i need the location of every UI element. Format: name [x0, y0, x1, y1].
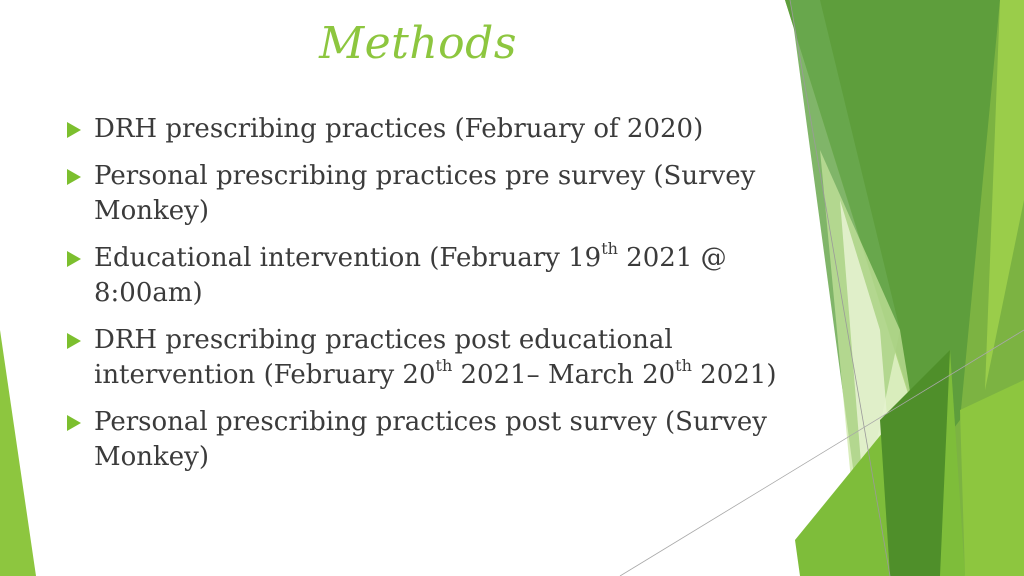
bullet-item — [64, 112, 784, 147]
bullet-text-part: 2021 @ 8:00am) — [94, 243, 727, 308]
bullet-text-part: 2021– March 20 — [452, 360, 676, 390]
bullet-text: Personal prescribing practices pre survey (Survey Monkey) — [94, 161, 756, 226]
bullet-item — [64, 241, 784, 311]
slide-title: Methods — [319, 18, 517, 69]
bullet-text-part: 2021) — [691, 360, 777, 390]
triangle-bullet-icon — [67, 251, 81, 267]
bullet-item — [64, 159, 784, 229]
bullet-item — [64, 405, 784, 475]
bullet-list — [64, 112, 784, 487]
triangle-bullet-icon — [67, 415, 81, 431]
bullet-text-part: Educational intervention (February 19 — [94, 243, 602, 273]
triangle-bullet-icon — [67, 169, 81, 185]
triangle-bullet-icon — [67, 122, 81, 138]
superscript: th — [601, 239, 618, 259]
superscript: th — [435, 356, 453, 376]
bullet-text: Personal prescribing practices post survey (Survey Monkey) — [94, 407, 767, 472]
triangle-bullet-icon — [67, 333, 81, 349]
superscript: th — [675, 356, 692, 376]
bullet-text-part: DRH prescribing practices post educational intervention (February 20 — [94, 325, 673, 390]
bullet-item — [64, 323, 784, 393]
bottom-right-bright — [960, 380, 1024, 576]
bullet-text: DRH prescribing practices (February of 2020) — [94, 114, 704, 144]
left-edge-shape — [0, 330, 36, 576]
